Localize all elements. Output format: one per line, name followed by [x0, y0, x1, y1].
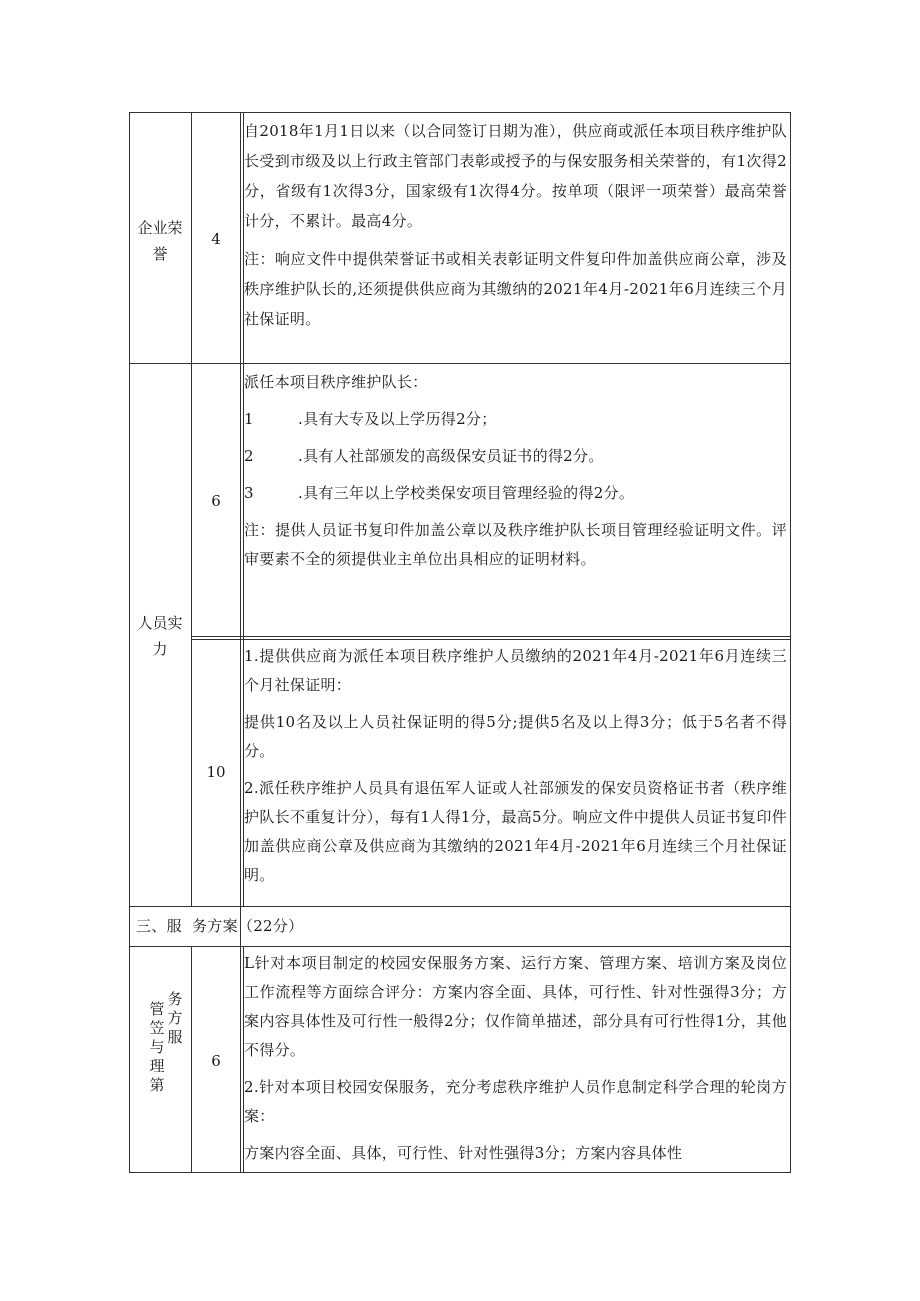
category-service-plan-col1: 务 方 服	[167, 990, 183, 1046]
leader-item-1-num: 1	[244, 410, 254, 428]
leader-item-2-num: 2	[244, 447, 254, 465]
honor-note: 注：响应文件中提供荣誉证书或相关表彰证明文件复印件加盖供应商公章，涉及秩序维护队长的,还须提供供应商为其缴纳的2021年4月-2021年6月连续三个月社保证明。	[244, 250, 787, 328]
leader-item-2-text: .具有人社部颁发的高级保安员证书的得2分。	[298, 447, 604, 465]
score-staff-leader: 6	[211, 492, 221, 510]
table-col-divider-2	[240, 112, 241, 1173]
score-service-plan: 6	[211, 1052, 221, 1070]
leader-item-1-text: .具有大专及以上学历得2分；	[298, 410, 497, 428]
row-divider-staff-inner	[191, 636, 791, 637]
members-paragraph-1: 1.提供供应商为派任本项目秩序维护人员缴纳的2021年4月-2021年6月连续三个月社保证明：	[244, 647, 787, 694]
table-border-bottom	[129, 1172, 791, 1173]
members-paragraph-2: 提供10名及以上人员社保证明的得5分;提供5名及以上得3分；低于5名者不得分。	[244, 713, 787, 760]
table-border-top	[129, 112, 791, 113]
row-divider-staff	[129, 906, 791, 907]
row-divider-service-header	[129, 946, 791, 947]
leader-item-3-num: 3	[244, 484, 254, 502]
leader-item-3	[244, 479, 787, 508]
content-staff-leader	[244, 368, 787, 574]
category-honor: 企业荣誉	[137, 219, 183, 263]
category-staff: 人员实力	[137, 614, 183, 658]
row-divider-honor	[129, 363, 791, 364]
service-plan-paragraph-2: 2.针对本项目校园安保服务，充分考虑秩序维护人员作息制定科学合理的轮岗方案：	[244, 1078, 787, 1125]
content-honor	[244, 116, 787, 334]
table-border-right	[790, 112, 791, 1173]
content-staff-members	[244, 642, 787, 890]
leader-item-1	[244, 405, 787, 434]
service-header-right: 务方案（22分）	[192, 917, 304, 935]
content-service-plan	[244, 949, 787, 1168]
service-plan-paragraph-1: L针对本项目制定的校园安保服务方案、运行方案、管理方案、培训方案及岗位工作流程等方面综合评分：方案内容全面、具体，可行性、针对性强得3分；方案内容具体性及可行性一般得2分；仅作简单描述，部分具有可行性得1分，其他不得分。	[244, 954, 787, 1059]
service-header-left: 三、服	[136, 917, 182, 935]
category-service-plan-col2: 管 笠 与 理 第	[149, 1000, 165, 1094]
score-staff-members: 10	[206, 763, 226, 781]
leader-item-2	[244, 442, 787, 471]
table-border-left	[129, 112, 130, 1173]
score-honor: 4	[211, 230, 221, 248]
leader-item-3-text: .具有三年以上学校类保安项目管理经验的得2分。	[298, 484, 635, 502]
row-divider-staff-inner-b	[191, 639, 791, 640]
honor-paragraph-1: 自2018年1月1日以来（以合同签订日期为准），供应商或派任本项目秩序维护队长受到市级及以上行政主管部门表彰或授予的与保安服务相关荣誉的，有1次得2分，省级有1次得3分，国家级有1次得4分。按单项（限评一项荣誉）最高荣誉计分，不累计。最高4分。	[244, 122, 787, 230]
leader-intro: 派任本项目秩序维护队长：	[244, 373, 428, 391]
members-paragraph-3: 2.派任秩序维护人员具有退伍军人证或人社部颁发的保安员资格证书者（秩序维护队长不重复计分），每有1人得1分，最高5分。响应文件中提供人员证书复印件加盖供应商公章及供应商为其缴纳的2021年4月-2021年6月连续三个月社保证明。	[244, 779, 787, 884]
leader-note: 注：提供人员证书复印件加盖公章以及秩序维护队长项目管理经验证明文件。评审要素不全的须提供业主单位出具相应的证明材料。	[244, 521, 787, 568]
service-plan-paragraph-3: 方案内容全面、具体，可行性、针对性强得3分；方案内容具体性	[244, 1144, 683, 1162]
